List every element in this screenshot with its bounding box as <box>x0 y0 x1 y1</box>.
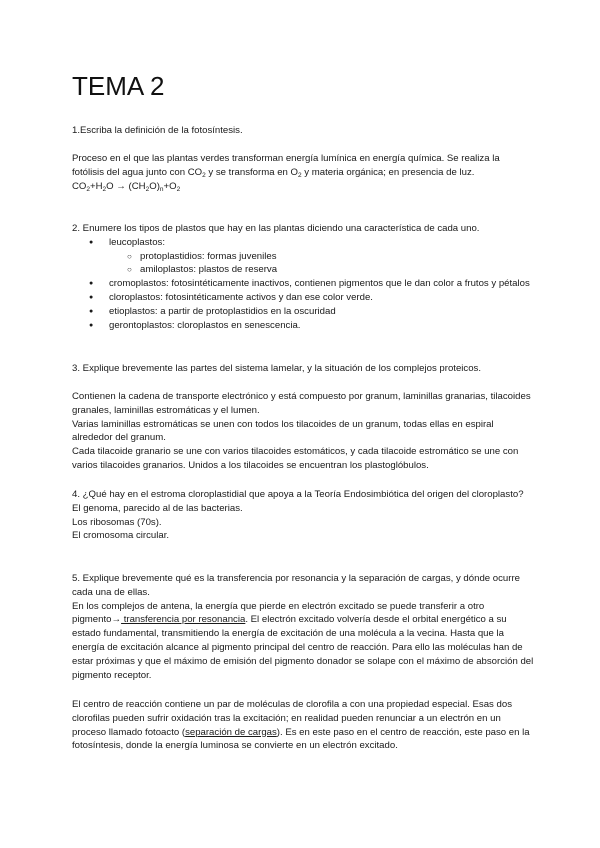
answer-3 <box>72 390 534 473</box>
answer-4-line: Los ribosomas (70s). <box>72 516 162 528</box>
answer-5-paragraph: En los complejos de antena, la energía que pierde en electrón excitado se puede transferir a otro pigmento→ transferencia por resonancia. El electrón excitado volvería desde el orbital energético a su estado fundamental, transmitiendo la energía de excitación de una molécula a la vecina. Hasta que la energía de excitación alcance al pigmento principal del centro de reacción. Para ello las moléculas han de estar próximas y que el máximo de emisión del pigmento donador se solape con el máximo de absorción del pigmento receptor. <box>72 600 534 681</box>
plastid-list <box>72 236 534 333</box>
question-1-text: 1.Escriba la definición de la fotosíntesis. <box>72 125 243 136</box>
question-3-text: 3. Explique brevemente las partes del sistema lamelar, y la situación de los complejos proteicos. <box>72 363 482 374</box>
answer-1-text: Proceso en el que las plantas verdes transforman energía lumínica en energía química. Se realiza la fotólisis del agua junto con $CO_2$ y se transforma en $O_2$ y materia orgánica; en presencia de luz. <box>72 153 500 179</box>
answer-4-line: El genoma, parecido al de las bacterias. <box>72 502 243 514</box>
question-5 <box>72 572 534 682</box>
question-1 <box>72 124 534 138</box>
resonance-transfer-term: transferencia por resonancia <box>121 614 246 626</box>
list-item: ● cloroplastos: fotosintéticamente activos y dan ese color verde. <box>72 291 534 305</box>
photosynthesis-formula: $CO_2+H_2O \to (CH_2O)_n+O_2$ <box>72 180 181 193</box>
question-4 <box>72 488 534 543</box>
question-5-text: 5. Explique brevemente qué es la transferencia por resonancia y la separación de cargas, y dónde ocurre cada una de ellas. <box>72 573 520 598</box>
answer-3-paragraph: Varias laminillas estromáticas se unen con todos los tilacoides de un granum, todas ellas en espiral alrededor del granum. <box>72 418 494 444</box>
list-item: ● cromoplastos: fotosintéticamente inactivos, contienen pigmentos que le dan color a frutos y pétalos <box>72 277 534 291</box>
list-item: ● etioplastos: a partir de protoplastidios en la oscuridad <box>72 305 534 319</box>
question-2 <box>72 222 534 332</box>
answer-5-paragraph: El centro de reacción contiene un par de moléculas de clorofila a con una propiedad especial. Esas dos clorofilas pueden sufrir oxidación tras la excitación; en realidad pueden renunciar a un electrón en un proceso llamado fotoacto (separación de cargas). Es en este paso en el centro de reacción, este paso en la fotosíntesis, donde la energía luminosa se convierte en un electrón excitado. <box>72 699 530 752</box>
answer-1 <box>72 152 534 193</box>
question-3 <box>72 362 534 376</box>
sub-list-item: ○ amiloplastos: plastos de reserva <box>72 263 534 277</box>
question-2-text: 2. Enumere los tipos de plastos que hay en las plantas diciendo una característica de cada uno. <box>72 223 480 234</box>
answer-3-paragraph: Cada tilacoide granario se une con varios tilacoides estomáticos, y cada tilacoide estromático se une con varios tilacoides granarios. Unidos a los tilacoides se encuentran los plastoglóbulos. <box>72 446 519 471</box>
answer-5-continued <box>72 698 534 753</box>
list-item: ● leucoplastos: <box>72 236 534 250</box>
answer-3-paragraph: Contienen la cadena de transporte electrónico y está compuesto por granum, laminillas granarias, tilacoides granales, laminillas estromáticas y el lumen. <box>72 391 531 416</box>
page-title: TEMA 2 <box>72 71 165 101</box>
sub-list-item: ○ protoplastidios: formas juveniles <box>72 250 534 264</box>
list-item: ● gerontoplastos: cloroplastos en senescencia. <box>72 319 534 333</box>
answer-4-line: El cromosoma circular. <box>72 530 170 542</box>
question-4-text: 4. ¿Qué hay en el estroma cloroplastidial que apoya a la Teoría Endosimbiótica del origen del cloroplasto? <box>72 489 524 500</box>
charge-separation-term: separación de cargas <box>185 726 277 738</box>
